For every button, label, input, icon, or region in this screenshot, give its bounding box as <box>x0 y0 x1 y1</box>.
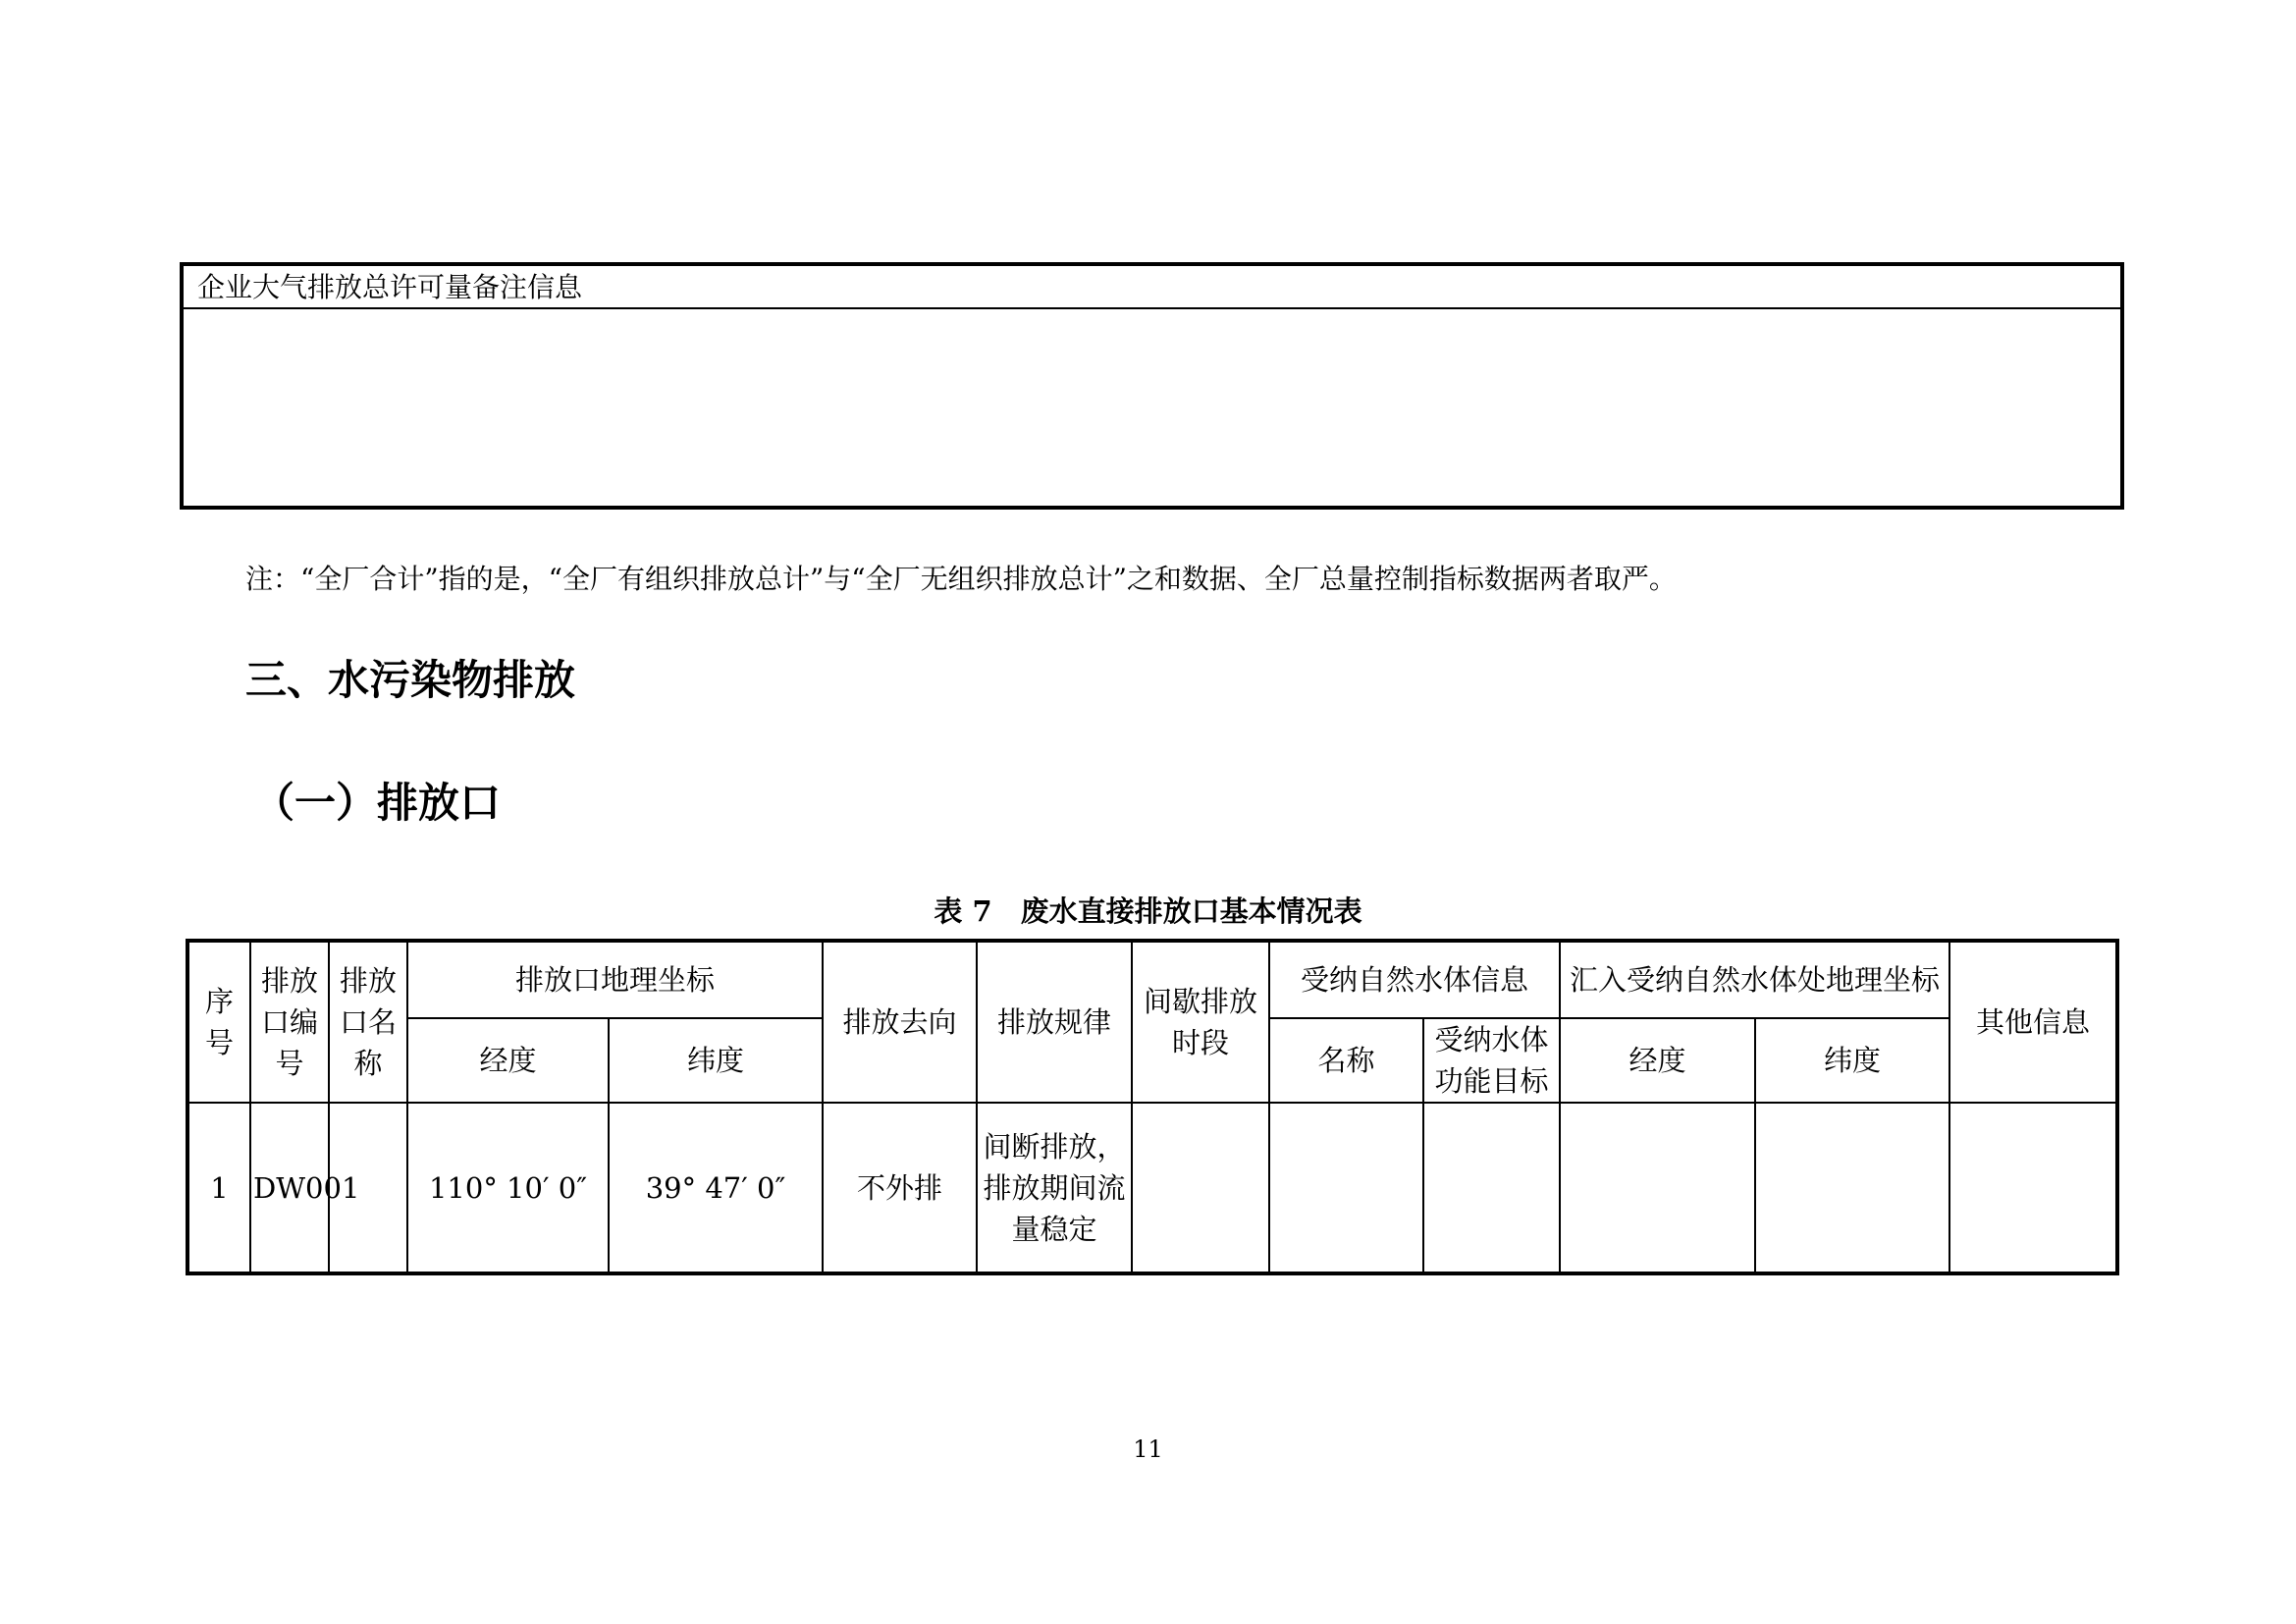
subsection-heading: （一）排放口 <box>253 779 502 827</box>
header-lat: 纬度 <box>609 1018 823 1103</box>
cell-inflow-lat <box>1755 1103 1949 1273</box>
cell-direction: 不外排 <box>823 1103 977 1273</box>
header-lon: 经度 <box>407 1018 609 1103</box>
header-inflow-geo: 汇入受纳自然水体处地理坐标 <box>1560 941 1949 1018</box>
header-receiving-water: 受纳自然水体信息 <box>1269 941 1560 1018</box>
cell-lat: 39° 47′ 0″ <box>609 1103 823 1273</box>
air-emission-remarks-title: 企业大气排放总许可量备注信息 <box>184 266 2120 309</box>
header-other: 其他信息 <box>1949 941 2117 1103</box>
cell-outlet-code: DW001 <box>250 1103 329 1273</box>
table-caption: 表 7 废水直接排放口基本情况表 <box>934 894 1362 928</box>
section-heading: 三、水污染物排放 <box>245 656 576 704</box>
header-geo-coords: 排放口地理坐标 <box>407 941 823 1018</box>
page-number: 11 <box>1133 1435 1163 1463</box>
air-emission-remarks-box <box>180 262 2124 510</box>
header-recv-target: 受纳水体功能目标 <box>1423 1018 1560 1103</box>
cell-recv-name <box>1269 1103 1423 1273</box>
header-pattern: 排放规律 <box>977 941 1132 1103</box>
cell-pattern: 间断排放，排放期间流量稳定 <box>977 1103 1132 1273</box>
header-outlet-name: 排放口名称 <box>329 941 407 1103</box>
cell-other <box>1949 1103 2117 1273</box>
cell-lon: 110° 10′ 0″ <box>407 1103 609 1273</box>
header-inflow-lon: 经度 <box>1560 1018 1755 1103</box>
header-recv-name: 名称 <box>1269 1018 1423 1103</box>
cell-intermittent <box>1132 1103 1269 1273</box>
note-text: 注：“全厂合计”指的是，“全厂有组织排放总计”与“全厂无组织排放总计”之和数据、全厂总量控制指标数据两者取严。 <box>245 563 1677 595</box>
table-row <box>187 1103 2117 1273</box>
header-outlet-code: 排放口编号 <box>250 941 329 1103</box>
header-direction: 排放去向 <box>823 941 977 1103</box>
header-seq: 序号 <box>187 941 250 1103</box>
cell-inflow-lon <box>1560 1103 1755 1273</box>
cell-recv-target <box>1423 1103 1560 1273</box>
cell-seq: 1 <box>187 1103 250 1273</box>
wastewater-outlet-table <box>186 939 2119 1275</box>
header-intermittent: 间歇排放时段 <box>1132 941 1269 1103</box>
header-inflow-lat: 纬度 <box>1755 1018 1949 1103</box>
